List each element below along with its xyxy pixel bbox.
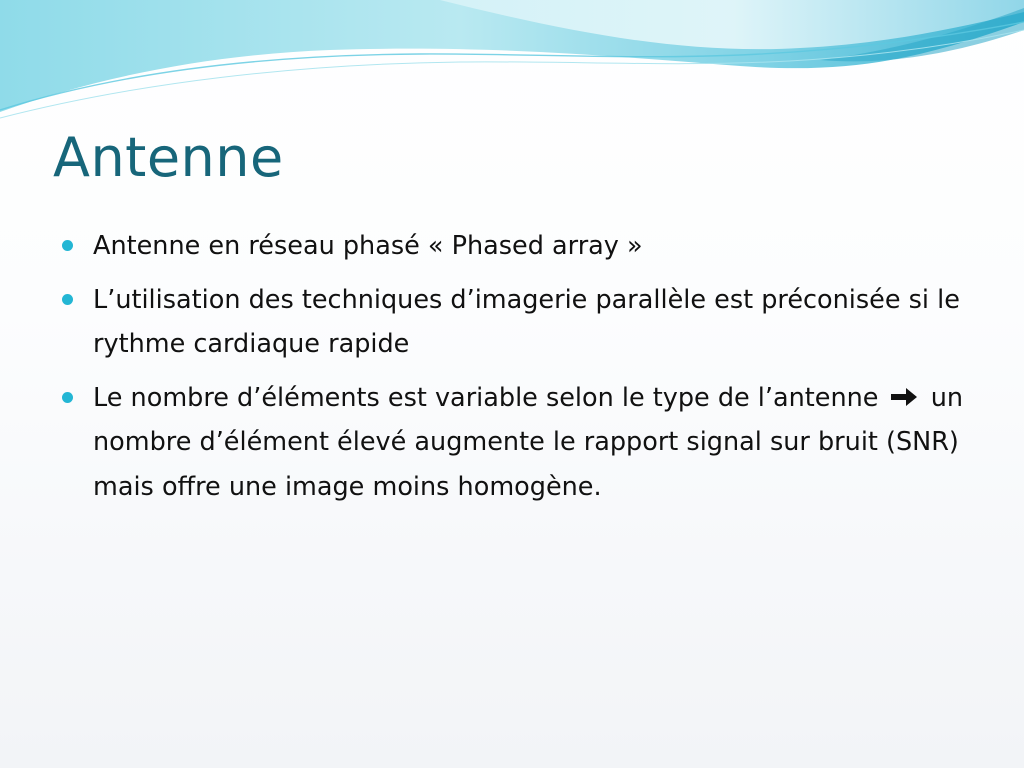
header-wave-decoration <box>0 0 1024 130</box>
bullet-text: Antenne en réseau phasé « Phased array » <box>93 231 643 261</box>
bullet-text-before: Le nombre d’éléments est variable selon le type de l’antenne <box>93 382 879 413</box>
bullet-list <box>60 224 965 518</box>
bullet-dot-icon <box>62 392 73 403</box>
bullet-item <box>60 278 965 367</box>
arrow-right-icon <box>889 386 919 408</box>
bullet-text: L’utilisation des techniques d’imagerie parallèle est préconisée si le rythme cardiaque rapide <box>93 284 960 359</box>
bullet-text-after: un nombre d’élément élevé augmente le rapport signal sur bruit (SNR) mais offre une image moins homogène. <box>93 382 964 502</box>
bullet-dot-icon <box>62 294 73 305</box>
slide-title: Antenne <box>53 126 284 189</box>
bullet-item <box>60 224 965 269</box>
bullet-item <box>60 376 965 510</box>
bullet-dot-icon <box>62 240 73 251</box>
